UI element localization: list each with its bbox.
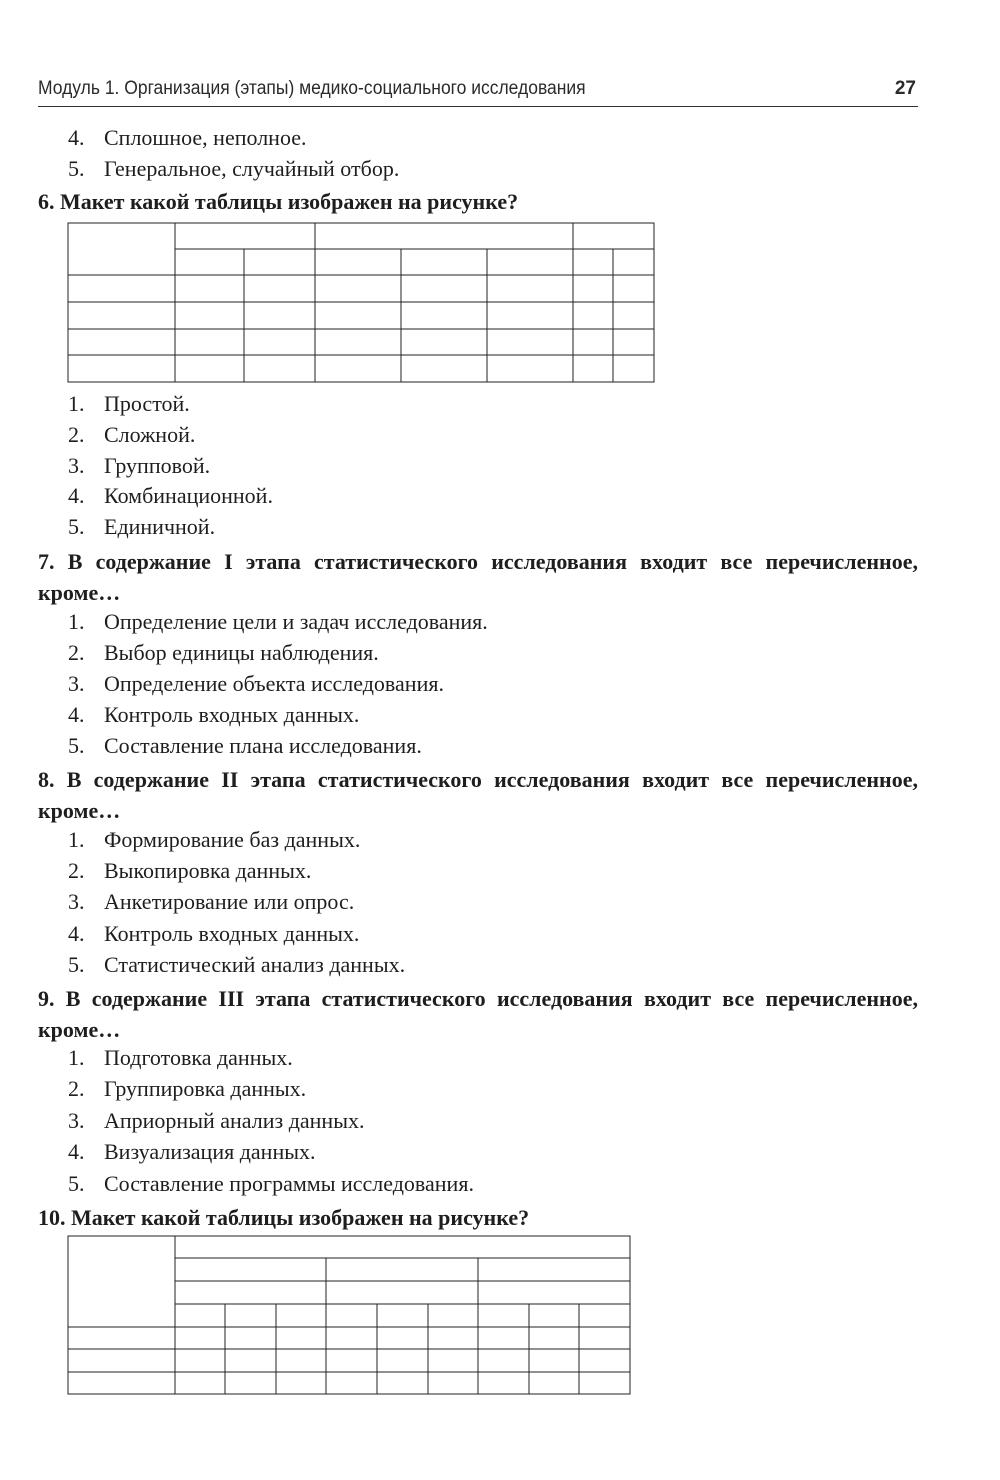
answer-option: 2. Сложной. [68,422,196,447]
answer-option: 2. Выбор единицы наблюдения. [68,640,379,665]
answer-option: 1. Простой. [68,391,190,416]
answer-option: 2. Выкопировка данных. [68,858,312,883]
list-item: 4. Сплошное, неполное. [68,125,307,150]
answer-option: 5. Статистический анализ данных. [68,952,406,977]
table-layout-q10 [66,1234,634,1398]
question-9-title: 9. В содержание III этапа статистического исследования входит все перечисленное, кроме… [38,986,918,1042]
running-title: Модуль 1. Организация (этапы) медико-социального исследования [38,78,586,99]
answer-option: 2. Группировка данных. [68,1076,307,1101]
answer-option: 4. Контроль входных данных. [68,921,360,946]
question-7-title: 7. В содержание I этапа статистического исследования входит все перечисленное, кроме… [38,549,918,605]
answer-option: 3. Определение объекта исследования. [68,671,444,696]
answer-option: 3. Априорный анализ данных. [68,1108,365,1133]
question-10-title: 10. Макет какой таблицы изображен на рисунке? [38,1205,530,1230]
answer-option: 1. Определение цели и задач исследования. [68,609,488,634]
question-8-title: 8. В содержание II этапа статистического исследования входит все перечисленное, кроме… [38,767,918,823]
answer-option: 5. Составление плана исследования. [68,733,422,758]
answer-option: 1. Подготовка данных. [68,1045,293,1070]
answer-option: 3. Групповой. [68,453,211,478]
answer-option: 4. Контроль входных данных. [68,702,360,727]
list-item: 5. Генеральное, случайный отбор. [68,156,400,181]
table-layout-q6 [66,222,656,384]
answer-option: 5. Единичной. [68,514,216,539]
answer-option: 5. Составление программы исследования. [68,1171,474,1196]
answer-option: 1. Формирование баз данных. [68,827,361,852]
answer-option: 4. Комбинационной. [68,483,273,508]
page-number: 27 [894,78,916,99]
page-header [38,76,918,107]
answer-option: 4. Визуализация данных. [68,1139,316,1164]
answer-option: 3. Анкетирование или опрос. [68,889,355,914]
question-6-title: 6. Макет какой таблицы изображен на рисунке? [38,189,519,214]
